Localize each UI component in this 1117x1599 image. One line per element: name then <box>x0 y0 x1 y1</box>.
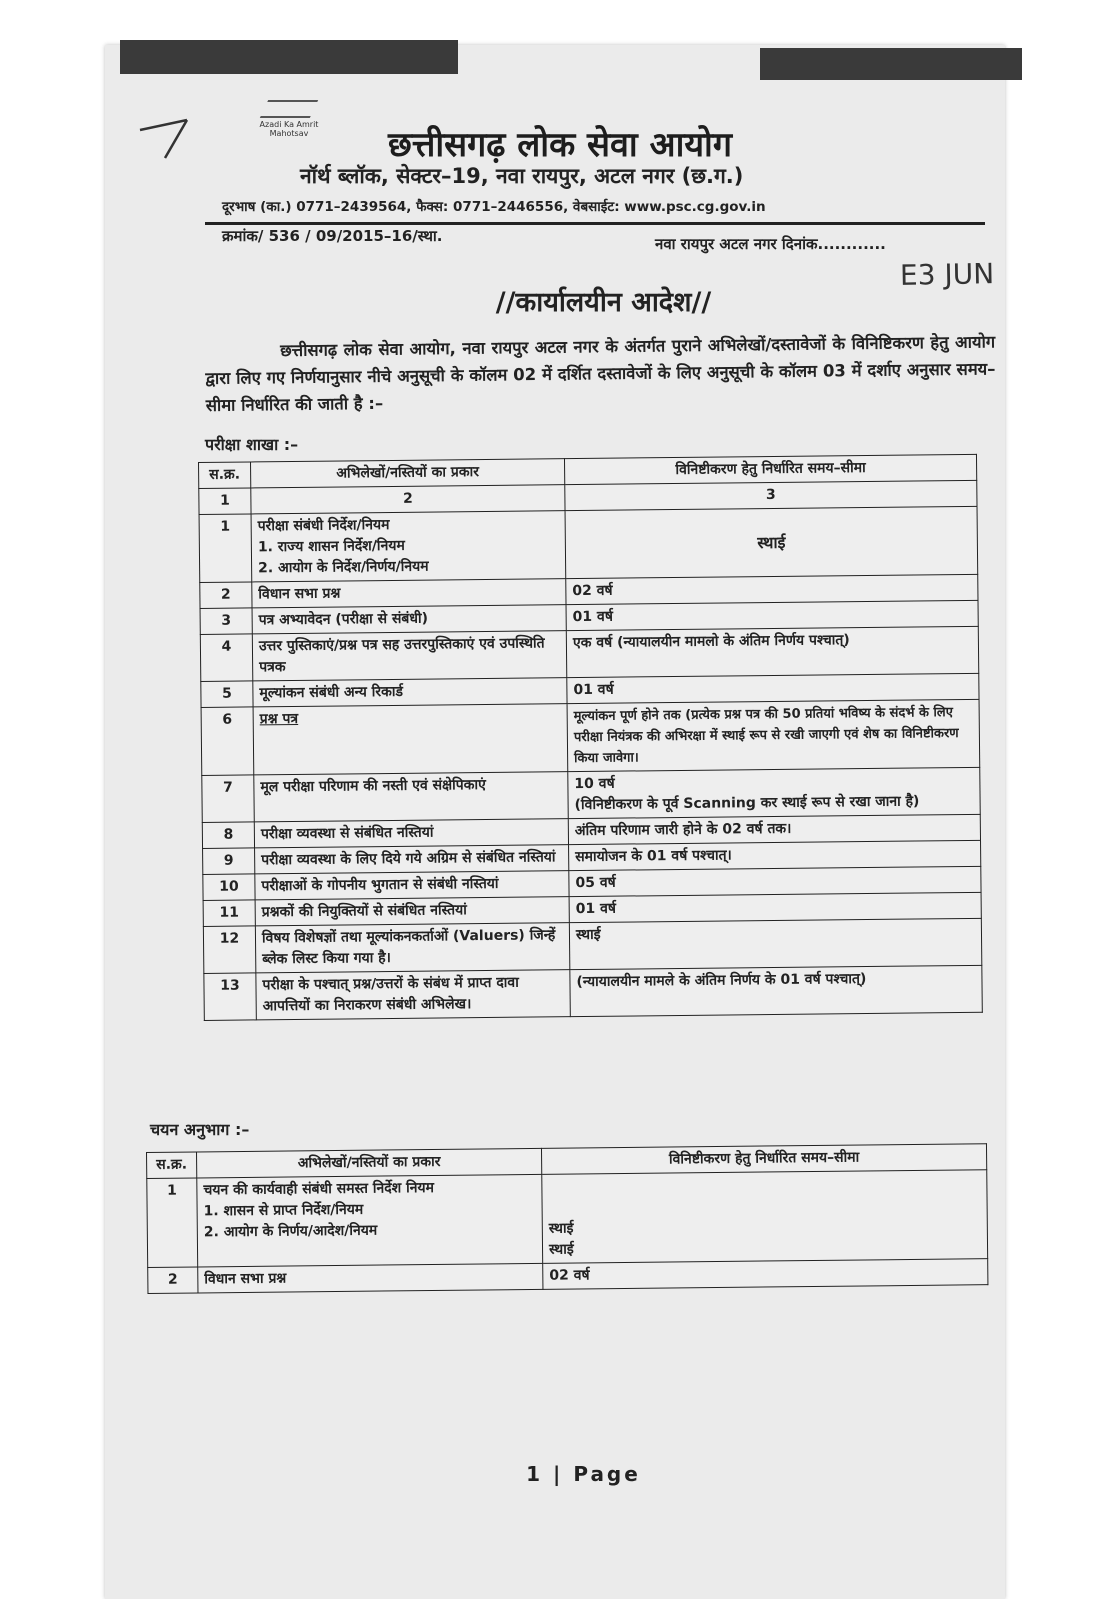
table-row: 1 परीक्षा संबंधी निर्देश/नियम 1. राज्य शासन निर्देश/नियम 2. आयोग के निर्देश/निर्णय/नियम स्थाई <box>199 506 978 582</box>
record-type: परीक्षा व्यवस्था से संबंधित नस्तियां <box>254 819 568 848</box>
page-number: 1 | Page <box>526 1462 641 1486</box>
header-time-limit: विनिष्टीकरण हेतु निर्धारित समय–सीमा <box>541 1144 986 1175</box>
record-type: विधान सभा प्रश्न <box>198 1263 543 1293</box>
exam-section-label: परीक्षा शाखा :– <box>205 435 299 454</box>
table-row: 5 मूल्यांकन संबंधी अन्य रिकार्ड 01 वर्ष <box>201 673 979 707</box>
retention-period: (न्यायालयीन मामले के अंतिम निर्णय के 01 वर्ष पश्चात्) <box>570 965 982 1016</box>
record-type: विधान सभा प्रश्न <box>252 579 566 608</box>
table-row: 9 परीक्षा व्यवस्था के लिए दिये गये अग्रिम से संबंधित नस्तियां समायोजन के 01 वर्ष पश्चात्। <box>203 840 981 874</box>
order-intro-paragraph: छत्तीसगढ़ लोक सेवा आयोग, नवा रायपुर अटल नगर के अंतर्गत पुराने अभिलेखों/दस्तावेजों के विनिष्टिकरण हेतु आयोग द्वारा लिए गए निर्णयानुसार नीचे अनुसूची के कॉलम 02 में दर्शित दस्तावेजों के लिए अनुसूची के कॉलम 03 में दर्शाए अनुसार समय–सीमा निर्धारित की जाती है :– <box>205 332 996 415</box>
retention-note: (विनिष्टीकरण के पूर्व Scanning कर स्थाई रूप से रखा जाना है) <box>574 793 920 814</box>
exam-section-table <box>198 454 983 1021</box>
pen-check-mark <box>135 112 195 162</box>
azadi-ka-amrit-mahotsav-logo: Azadi Ka Amrit Mahotsav <box>258 100 320 136</box>
record-type: परीक्षा संबंधी निर्देश/नियम <box>257 516 390 535</box>
retention-period: 01 वर्ष <box>567 673 979 703</box>
retention-period: अंतिम परिणाम जारी होने के 02 वर्ष तक। <box>568 814 980 844</box>
table-row: 2 विधान सभा प्रश्न 02 वर्ष <box>148 1259 988 1294</box>
retention-period: 02 वर्ष <box>566 574 978 604</box>
table-row: 11 प्रश्नकों की नियुक्तियों से संबंधित नस्तियां 01 वर्ष <box>203 892 981 926</box>
header-divider <box>205 222 985 225</box>
organization-contact: दूरभाष (का.) 0771–2439564, फैक्स: 0771–2446556, वेबसाईट: www.psc.cg.gov.in <box>222 199 766 215</box>
record-type: परीक्षा व्यवस्था के लिए दिये गये अग्रिम से संबंधित नस्तियां <box>255 845 569 874</box>
record-type: मूल परीक्षा परिणाम की नस्ती एवं संक्षेपिकाएं <box>254 772 568 822</box>
table-row: 3 पत्र अभ्यावेदन (परीक्षा से संबंधी) 01 वर्ष <box>200 600 978 634</box>
record-subtype: 2. आयोग के निर्देश/निर्णय/नियम <box>258 558 429 577</box>
header-serial: स.क्र. <box>199 462 251 489</box>
record-type: प्रश्नकों की नियुक्तियों से संबंधित नस्तियां <box>255 897 569 926</box>
date-line: नवा रायपुर अटल नगर दिनांक............ <box>655 235 886 253</box>
retention-period: 02 वर्ष <box>543 1259 988 1290</box>
table-row: 12 विषय विशेषज्ञों तथा मूल्यांकनकर्ताओं (Valuers) जिन्हें ब्लेक लिस्ट किया गया है। स्थाई <box>203 918 981 973</box>
record-type: मूल्यांकन संबंधी अन्य रिकार्ड <box>253 678 567 707</box>
retention-period: स्थाई <box>565 506 978 578</box>
record-subtype: 1. राज्य शासन निर्देश/नियम <box>257 537 405 556</box>
record-type: चयन की कार्यवाही संबंधी समस्त निर्देश नियम <box>203 1179 435 1199</box>
column-number-row: 1 2 3 <box>199 480 977 514</box>
table-row: 10 परीक्षाओं के गोपनीय भुगतान से संबंधी नस्तियां 05 वर्ष <box>203 866 981 900</box>
retention-period: 10 वर्ष <box>574 775 615 793</box>
table-row: 13 परीक्षा के पश्चात् प्रश्न/उत्तरों के संबंध में प्राप्त दावा आपत्तियों का निराकरण संबंधी अभिलेख। (न्यायालयीन मामले के अंतिम निर्णय के 01 वर्ष पश्चात्) <box>204 965 982 1020</box>
retention-period: एक वर्ष (न्यायालयीन मामलो के अंतिम निर्णय पश्चात्) <box>566 626 978 677</box>
retention-period: स्थाई <box>548 1220 574 1237</box>
retention-period: समायोजन के 01 वर्ष पश्चात्। <box>569 840 981 870</box>
table-row: 8 परीक्षा व्यवस्था से संबंधित नस्तियां अंतिम परिणाम जारी होने के 02 वर्ष तक। <box>202 814 980 848</box>
retention-period: 05 वर्ष <box>569 866 981 896</box>
table-row: 2 विधान सभा प्रश्न 02 वर्ष <box>200 574 978 608</box>
record-type: परीक्षा के पश्चात् प्रश्न/उत्तरों के संबंध में प्राप्त दावा आपत्तियों का निराकरण संबंधी अभिलेख। <box>256 970 570 1020</box>
date-stamp: E3 JUN <box>899 257 995 292</box>
organization-address: नॉर्थ ब्लॉक, सेक्टर–19, नवा रायपुर, अटल नगर (छ.ग.) <box>300 164 744 188</box>
order-title: //कार्यालयीन आदेश// <box>495 287 712 318</box>
record-type: पत्र अभ्यावेदन (परीक्षा से संबंधी) <box>252 605 566 634</box>
record-subtype: 1. शासन से प्राप्त निर्देश/नियम <box>203 1201 364 1220</box>
header-time-limit: विनिष्टीकरण हेतु निर्धारित समय–सीमा <box>564 454 976 484</box>
record-type: परीक्षाओं के गोपनीय भुगतान से संबंधी नस्तियां <box>255 871 569 900</box>
retention-period: मूल्यांकन पूर्ण होने तक (प्रत्येक प्रश्न पत्र की 50 प्रतियां भविष्य के संदर्भ के लिए परीक्षा नियंत्रक की अभिरक्षा में स्थाई रूप से रखी जाएगी एवं शेष का विनिष्टीकरण किया जावेगा। <box>567 699 980 771</box>
retention-period: स्थाई <box>569 918 981 969</box>
header-record-type: अभिलेखों/नस्तियों का प्रकार <box>251 459 565 488</box>
selection-section-table <box>146 1143 988 1294</box>
scan-edge-dark-band <box>760 48 1022 80</box>
scan-edge-dark-band <box>120 40 458 74</box>
reference-number: क्रमांक/ 536 / 09/2015–16/स्था. <box>222 227 443 245</box>
record-type: प्रश्न पत्र <box>253 704 568 775</box>
record-subtype: 2. आयोग के निर्णय/आदेश/नियम <box>203 1222 378 1241</box>
record-type: विषय विशेषज्ञों तथा मूल्यांकनकर्ताओं (Valuers) जिन्हें ब्लेक लिस्ट किया गया है। <box>255 923 569 973</box>
header-serial: स.क्र. <box>147 1152 197 1179</box>
table-row: 7 मूल परीक्षा परिणाम की नस्ती एवं संक्षेपिकाएं 10 वर्ष (विनिष्टीकरण के पूर्व Scanning कर स्थाई रूप से रखा जाना है) <box>202 767 980 822</box>
header-record-type: अभिलेखों/नस्तियों का प्रकार <box>197 1148 542 1178</box>
organization-name: छत्तीसगढ़ लोक सेवा आयोग <box>388 125 732 165</box>
table-row: 6 प्रश्न पत्र मूल्यांकन पूर्ण होने तक (प्रत्येक प्रश्न पत्र की 50 प्रतियां भविष्य के संदर्भ के लिए परीक्षा नियंत्रक की अभिरक्षा में स्थाई रूप से रखी जाएगी एवं शेष का विनिष्टीकरण किया जावेगा। <box>201 699 980 775</box>
retention-period: स्थाई <box>548 1241 574 1258</box>
retention-period: 01 वर्ष <box>569 892 981 922</box>
selection-section-label: चयन अनुभाग :– <box>150 1120 250 1139</box>
table-row: 1 चयन की कार्यवाही संबंधी समस्त निर्देश नियम 1. शासन से प्राप्त निर्देश/नियम 2. आयोग के निर्णय/आदेश/नियम स्थाई स्थाई <box>147 1170 988 1268</box>
record-type: उत्तर पुस्तिकाएं/प्रश्न पत्र सह उत्तरपुस्तिकाएं एवं उपस्थिति पत्रक <box>252 631 566 681</box>
table-row: 4 उत्तर पुस्तिकाएं/प्रश्न पत्र सह उत्तरपुस्तिकाएं एवं उपस्थिति पत्रक एक वर्ष (न्यायालयीन मामलो के अंतिम निर्णय पश्चात्) <box>200 626 978 681</box>
retention-period: 01 वर्ष <box>566 600 978 630</box>
